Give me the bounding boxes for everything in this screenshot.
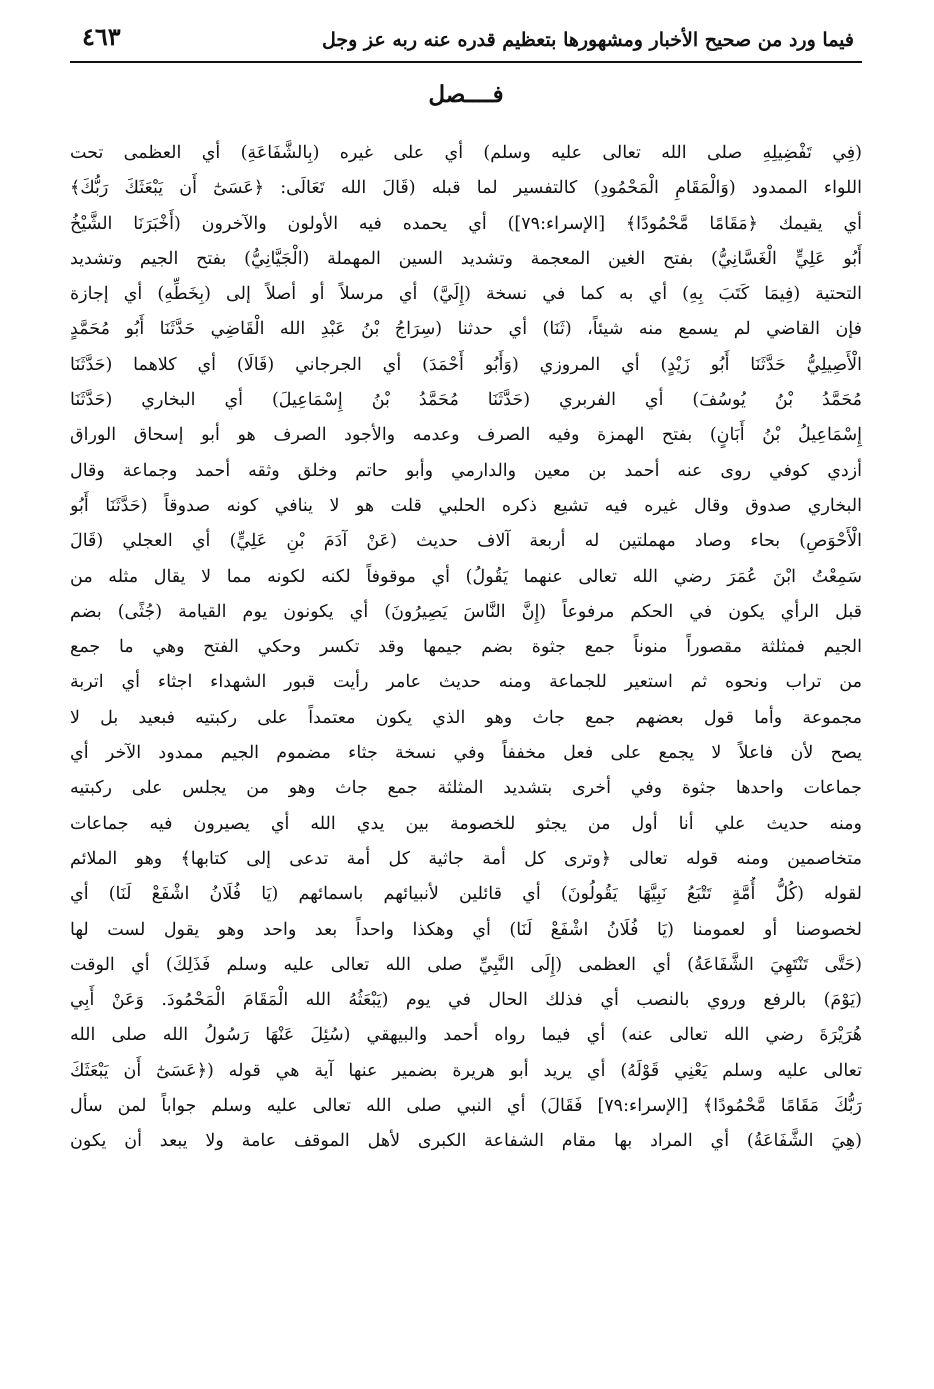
text-line: أزدي كوفي روى عنه أحمد بن معين والدارمي وأبو حاتم وخلق وثقه أحمد وجماعة وقال [70,460,862,481]
text-line: فإن القاضي لم يسمع منه شيئاً، (ثَنَا) أي حدثنا (سِرَاجُ بْنُ عَبْدِ الله الْقَاضِي حَدَّثَنَا أَبُو مُحَمَّدٍ [70,319,862,340]
text-line: يصح لأن فاعلاً لا يجمع على فعل مخففاً وفي نسخة جثاء مضموم الجيم ممدود الآخر أي [70,743,862,764]
text-line: تعالى عليه وسلم يَعْنِي قَوْلَهُ) أي يريد أبو هريرة بضمير عنها آية هي قوله (﴿عَسَىٰٓ أَن يَبْعَثَكَ [70,1060,862,1081]
text-line: البخاري صدوق وقال غيره فيه تشيع ذكره الحلبي قلت هو لا ينافي كونه صدوقاً (حَدَّثَنَا أَبُو [70,495,862,516]
text-line: (حَتَّى تَنْتَهِيَ الشَّفَاعَةُ) أي العظمى (إِلَى النَّبِيِّ صلى الله تعالى عليه وسلم فَذَلِكَ) أي الوقت [70,954,862,975]
text-line: الْأَصِيلِيُّ حَدَّثَنَا أَبُو زَيْدٍ) أي المروزي (وَأَبُو أَحْمَدَ) أي الجرجاني (قَالَا) أي كلاهما (حَدَّثَنَا [70,354,862,375]
section-title: فــــصل [428,81,504,108]
running-title: فيما ورد من صحيح الأخبار ومشهورها بتعظيم قدره عنه ربه عز وجل [322,29,854,51]
text-line: الجيم فمثلثة مقصوراً منوناً جمع جثوة بضم جيمها وقد تكسر وحكي الفتح وهي ما جمع [70,637,862,658]
text-line: لخصوصنا أو لعمومنا (يَا فُلَانُ اشْفَعْ لَنَا) أي وهكذا واحداً بعد واحد وهو يقول لست لها [70,919,862,940]
text-line: مجموعة وأما قول بعضهم جمع جاث وهو الذي يكون معتمداً على ركبتيه فبعيد بل لا [70,707,862,728]
text-line: من تراب ونحوه ثم استعير للجماعة ومنه حديث عامر رأيت قبور الشهداء اجثاء أي اتربة [70,672,862,693]
text-line: ومنه حديث علي أنا أول من يجثو للخصومة بين يدي الله أي يصيرون فيه جماعات [70,813,862,834]
running-header [70,22,862,63]
text-line: أَبُو عَلِيٍّ الْغَسَّانِيُّ) بفتح الغين المعجمة وتشديد السين المهملة (الْجَيَّانِيُّ) بفتح الجيم وتشديد [70,248,862,269]
body-text [70,136,862,1160]
text-line: جماعات واحدها جثوة وفي أخرى بتشديد المثلثة جمع جاث وهو من يجلس على ركبتيه [70,778,862,799]
page-number: ٤٦٣ [82,22,121,51]
text-line: اللواء الممدود (وَالْمَقَامِ الْمَحْمُودِ) كالتفسير لما قبله (قَالَ الله تَعَالَى: ﴿عَسَىٰٓ أَن يَبْعَثَكَ رَبُّكَ﴾ [70,178,862,199]
text-line: أي يقيمك ﴿مَقَامًا مَّحْمُودًا﴾ [الإسراء:٧٩]) أي يحمده فيه الأولون والآخرون (أَخْبَرَنَا الشَّيْخُ [70,213,862,234]
text-line: الْأَحْوَصِ) بحاء وصاد مهملتين له أربعة آلاف حديث (عَنْ آدَمَ بْنِ عَلِيٍّ) أي العجلي (قَالَ [70,531,862,552]
text-line: سَمِعْتُ ابْنَ عُمَرَ رضي الله تعالى عنهما يَقُولُ) أي موقوفاً لكنه لكونه مما لا يقال مثله من [70,566,862,587]
text-line: مُحَمَّدُ بْنُ يُوسُفَ) أي الفربري (حَدَّثَنَا مُحَمَّدُ بْنُ إِسْمَاعِيلَ) أي البخاري (حَدَّثَنَا [70,390,862,411]
text-line: التحتية (فِيمَا كَتَبَ بِهِ) أي به كما في نسخة (إِلَيَّ) أي مرسلاً أو أصلاً إلى (بِخَطِّهِ) أي إجازة [70,284,862,305]
text-line: متخاصمين ومنه قوله تعالى ﴿وترى كل أمة جاثية كل أمة تدعى إلى كتابها﴾ وهو الملائم [70,848,862,869]
text-line: هُرَيْرَةَ رضي الله تعالى عنه) أي فيما رواه أحمد والبيهقي (سُئِلَ عَنْهَا رَسُولُ الله صلى الله [70,1025,862,1046]
text-line: رَبُّكَ مَقَامًا مَّحْمُودًا﴾ [الإسراء:٧٩] فَقَالَ) أي النبي صلى الله تعالى عليه وسلم جواباً لمن سأل [70,1096,862,1117]
text-line: قبل الرأي يكون في الحكم مرفوعاً (إِنَّ النَّاسَ يَصِيرُونَ) أي يكونون يوم القيامة (جُثًى) بضم [70,601,862,622]
text-line: إِسْمَاعِيلُ بْنُ أَبَانٍ) بفتح الهمزة وفيه الصرف وعدمه والأجود الصرف هو أبو إسحاق الوراق [70,425,862,446]
text-line: (فِي تَفْضِيلِهِ صلى الله تعالى عليه وسلم) أي على غيره (بِالشَّفَاعَةِ) أي العظمى تحت [70,143,862,163]
text-line: (يَوْمَ) بالرفع وروي بالنصب أي فذلك الحال في يوم (يَبْعَثُهُ الله الْمَقَامَ الْمَحْمُودَ. وَعَنْ أَبِي [70,990,862,1011]
text-line: (هِيَ الشَّفَاعَةُ) أي المراد بها مقام الشفاعة الكبرى لأهل الموقف عامة ولا يبعد أن يكون [70,1131,862,1152]
text-line: لقوله (كُلُّ أُمَّةٍ تَتْبَعُ نَبِيَّهَا يَقُولُونَ) أي قائلين لأنبيائهم باسمائهم (يَا فُلَانُ اشْفَعْ لَنَا) أي [70,884,862,905]
